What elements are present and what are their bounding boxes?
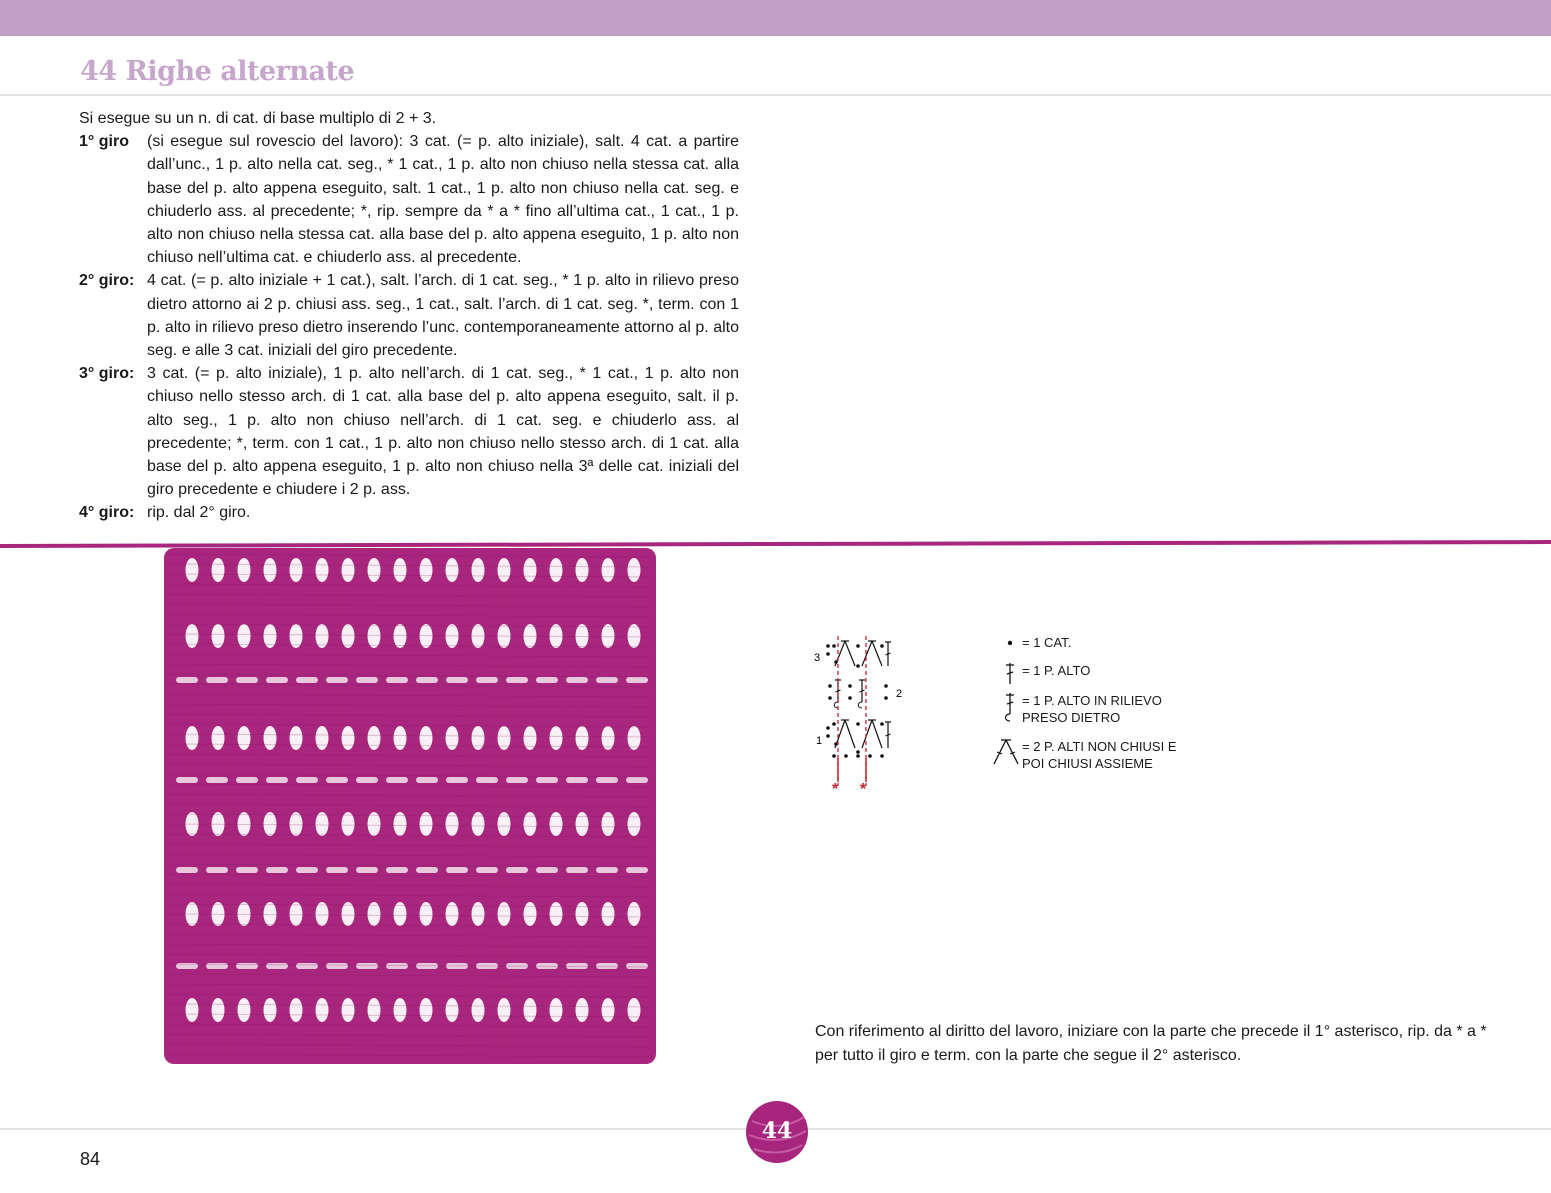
chart-note: Con riferimento al diritto del lavoro, iniziare con la parte che precede il 1° asterisco, rip. da * a * per tutto il giro e term. con la parte che segue il 2° asterisco. [815,1023,1487,1064]
round-4 [79,501,739,524]
round-label: 3° giro: [79,365,135,383]
legend-item [990,738,1177,772]
double-crochet-icon [990,662,1022,692]
legend-text: = 1 P. ALTO [1022,663,1091,678]
chain-stitch-icon [990,634,1022,664]
round-2 [79,269,739,362]
chart-asterisk-start: * [832,781,839,796]
chart-row-label-2: 2 [896,688,902,700]
round-label: 4° giro: [79,504,135,522]
round-3 [79,362,739,501]
round-text: rip. dal 2° giro. [147,504,251,522]
chart-row-label-1: 1 [816,735,823,747]
round-text: 3 cat. (= p. alto iniziale), 1 p. alto nell’arch. di 1 cat. seg., * 1 cat., 1 p. alto non chiuso nello stesso arch. di 1 cat. alla base del p. alto appena eseguito, salt. il p. alto seg., 1 p. alto non chiuso nell’arch. di 1 cat. seg. e chiuderlo ass. al precedente; *, term. con 1 cat., 1 p. alto non chiuso nello stesso arch. di 1 cat. alla base del p. alto appena eseguito, 1 p. alto non chiuso nella 3ª delle cat. iniziali del giro precedente e chiudere i 2 p. ass. [147,365,739,499]
legend-item [990,662,1090,692]
round-label: 2° giro: [79,272,135,290]
top-color-bar [0,0,1551,36]
chart-legend [990,634,1220,784]
round-label: 1° giro [79,133,129,151]
round-text: 4 cat. (= p. alto iniziale + 1 cat.), salt. l’arch. di 1 cat. seg., * 1 p. alto in rilievo preso dietro attorno ai 2 p. chiusi ass. seg., 1 cat., salt. l’arch. di 1 cat. seg. *, term. con 1 p. alto in rilievo preso dietro inserendo l’unc. contemporaneamente attorno al p. alto seg. e alle 3 cat. iniziali del giro precedente. [147,272,739,360]
chart-asterisk-end: * [860,781,867,796]
page-number: 84 [80,1149,101,1169]
back-post-double-crochet-icon [990,692,1022,722]
pattern-number-badge: 44 [761,1118,793,1144]
stitch-chart [812,636,902,796]
dc2tog-icon [990,738,1022,768]
crochet-swatch-photo [160,548,660,1068]
intro-text: Si esegue su un n. di cat. di base multiplo di 2 + 3. [79,110,437,127]
legend-text: = 1 CAT. [1022,635,1072,650]
legend-text: = 2 P. ALTI NON CHIUSI E POI CHIUSI ASSIEME [1022,739,1177,771]
legend-text: = 1 P. ALTO IN RILIEVO PRESO DIETRO [1022,693,1162,725]
title-divider [0,94,1551,96]
chart-row-label-3: 3 [814,652,821,664]
page-title: 44 Righe alternate [80,56,355,87]
round-text: (si esegue sul rovescio del lavoro): 3 cat. (= p. alto iniziale), salt. 4 cat. a partire dall’unc., 1 p. alto nella cat. seg., * 1 cat., 1 p. alto non chiuso nella stessa cat. alla base del p. alto appena eseguito, salt. 1 cat., 1 p. alto non chiuso nella cat. seg. e chiuderlo ass. al precedente; *, rip. sempre da * a * fino all’ultima cat., 1 cat., 1 p. alto non chiuso nella stessa cat. alla base del p. alto appena eseguito, 1 p. alto non chiuso nell’ultima cat. e chiuderlo ass. al precedente. [147,133,739,267]
legend-item [990,634,1071,664]
legend-item [990,692,1162,726]
round-1 [79,130,739,269]
instructions [79,107,739,525]
